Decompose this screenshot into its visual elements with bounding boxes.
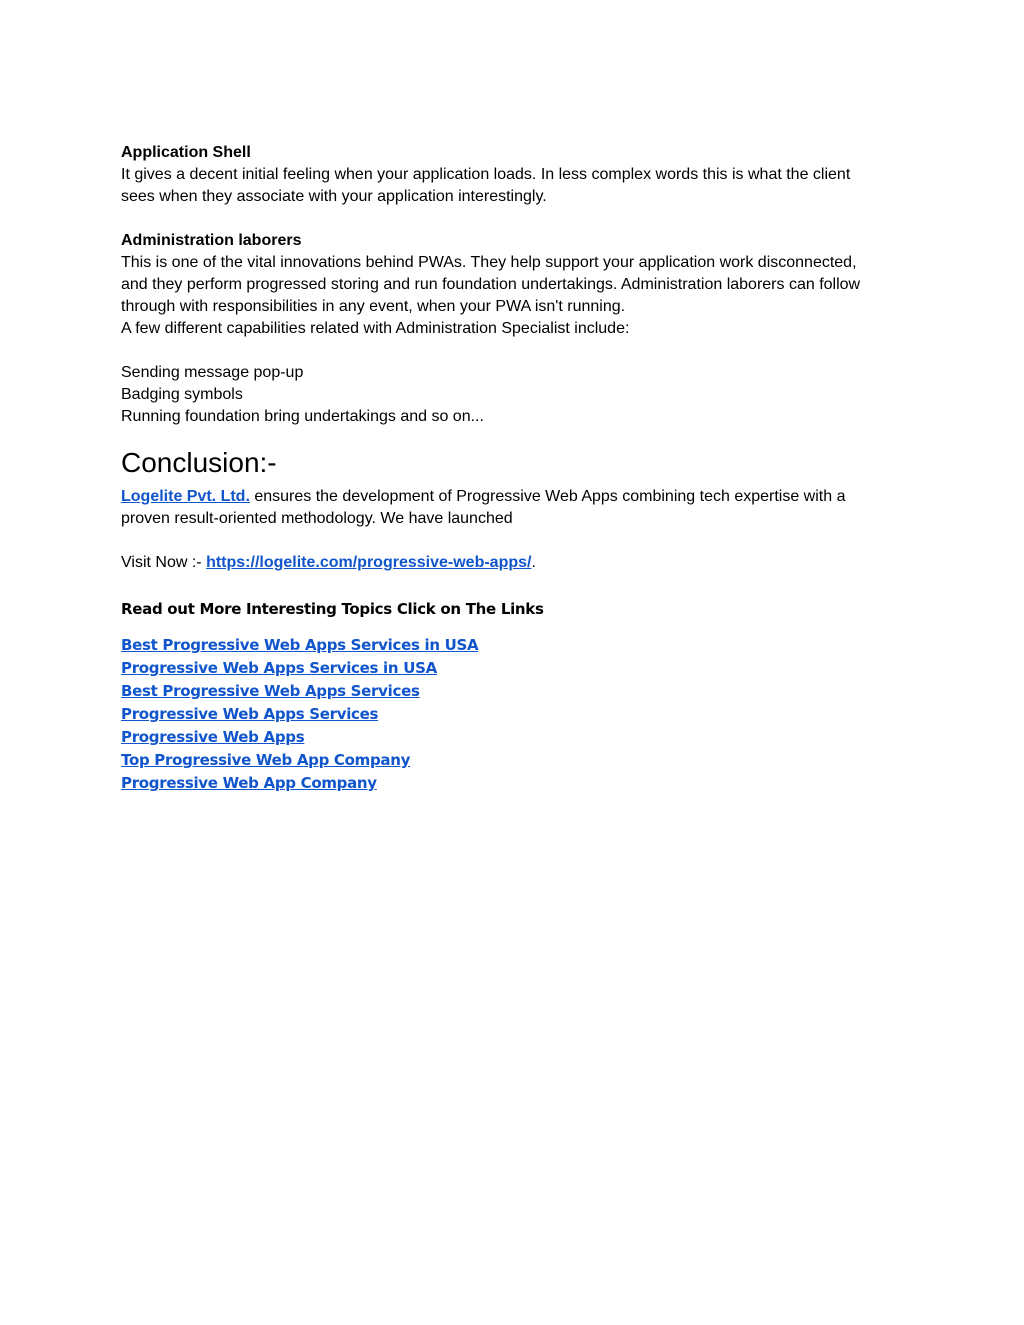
capability-item: Running foundation bring undertakings and so on... (121, 408, 484, 425)
topic-link-item (121, 657, 911, 680)
topic-link-item (121, 772, 911, 795)
document-page (121, 142, 911, 795)
more-topics-heading: Read out More Interesting Topics Click on The Links (121, 600, 544, 618)
admin-laborers-line: through with responsibilities in any event, when your PWA isn't running. (121, 298, 626, 315)
app-shell-line: sees when they associate with your application interestingly. (121, 188, 547, 205)
admin-laborers-line: and they perform progressed storing and run foundation undertakings. Administration laborers can follow (121, 276, 861, 293)
app-shell-line: It gives a decent initial feeling when your application loads. In less complex words this is what the client (121, 166, 851, 183)
capability-item: Sending message pop-up (121, 364, 304, 381)
admin-laborers-line: This is one of the vital innovations behind PWAs. They help support your application work disconnected, (121, 254, 857, 271)
admin-laborers-heading: Administration laborers (121, 232, 302, 249)
app-shell-heading: Application Shell (121, 144, 251, 161)
topic-link[interactable]: Top Progressive Web App Company (121, 751, 411, 769)
spacer (121, 574, 911, 596)
capability-item: Badging symbols (121, 386, 243, 403)
conclusion-text-line1: ensures the development of Progressive Web Apps combining tech expertise with a (249, 488, 846, 505)
topic-link-item (121, 749, 911, 772)
company-link[interactable]: Logelite Pvt. Ltd. (121, 488, 250, 505)
topic-link[interactable]: Progressive Web App Company (121, 774, 377, 792)
visit-now-line (121, 552, 911, 574)
topic-link[interactable]: Progressive Web Apps Services (121, 705, 379, 723)
conclusion-title: Conclusion:- (121, 447, 277, 478)
spacer (121, 208, 911, 230)
visit-suffix: . (531, 554, 536, 571)
topic-link[interactable]: Best Progressive Web Apps Services in USA (121, 636, 479, 654)
topic-link[interactable]: Best Progressive Web Apps Services (121, 682, 420, 700)
conclusion-text-line2: proven result-oriented methodology. We have launched (121, 510, 513, 527)
admin-laborers-line: A few different capabilities related with Administration Specialist include: (121, 320, 630, 337)
visit-prefix: Visit Now :- (121, 554, 207, 571)
topic-link-item (121, 634, 911, 657)
conclusion-text (121, 486, 911, 508)
topic-link-item (121, 703, 911, 726)
visit-url-link[interactable]: https://logelite.com/progressive-web-apps/ (206, 554, 532, 571)
topic-link[interactable]: Progressive Web Apps Services in USA (121, 659, 437, 677)
spacer (121, 340, 911, 362)
spacer (121, 530, 911, 552)
topic-link-item (121, 726, 911, 749)
topic-link-item (121, 680, 911, 703)
topic-link[interactable]: Progressive Web Apps (121, 728, 305, 746)
topic-link-list (121, 634, 911, 795)
